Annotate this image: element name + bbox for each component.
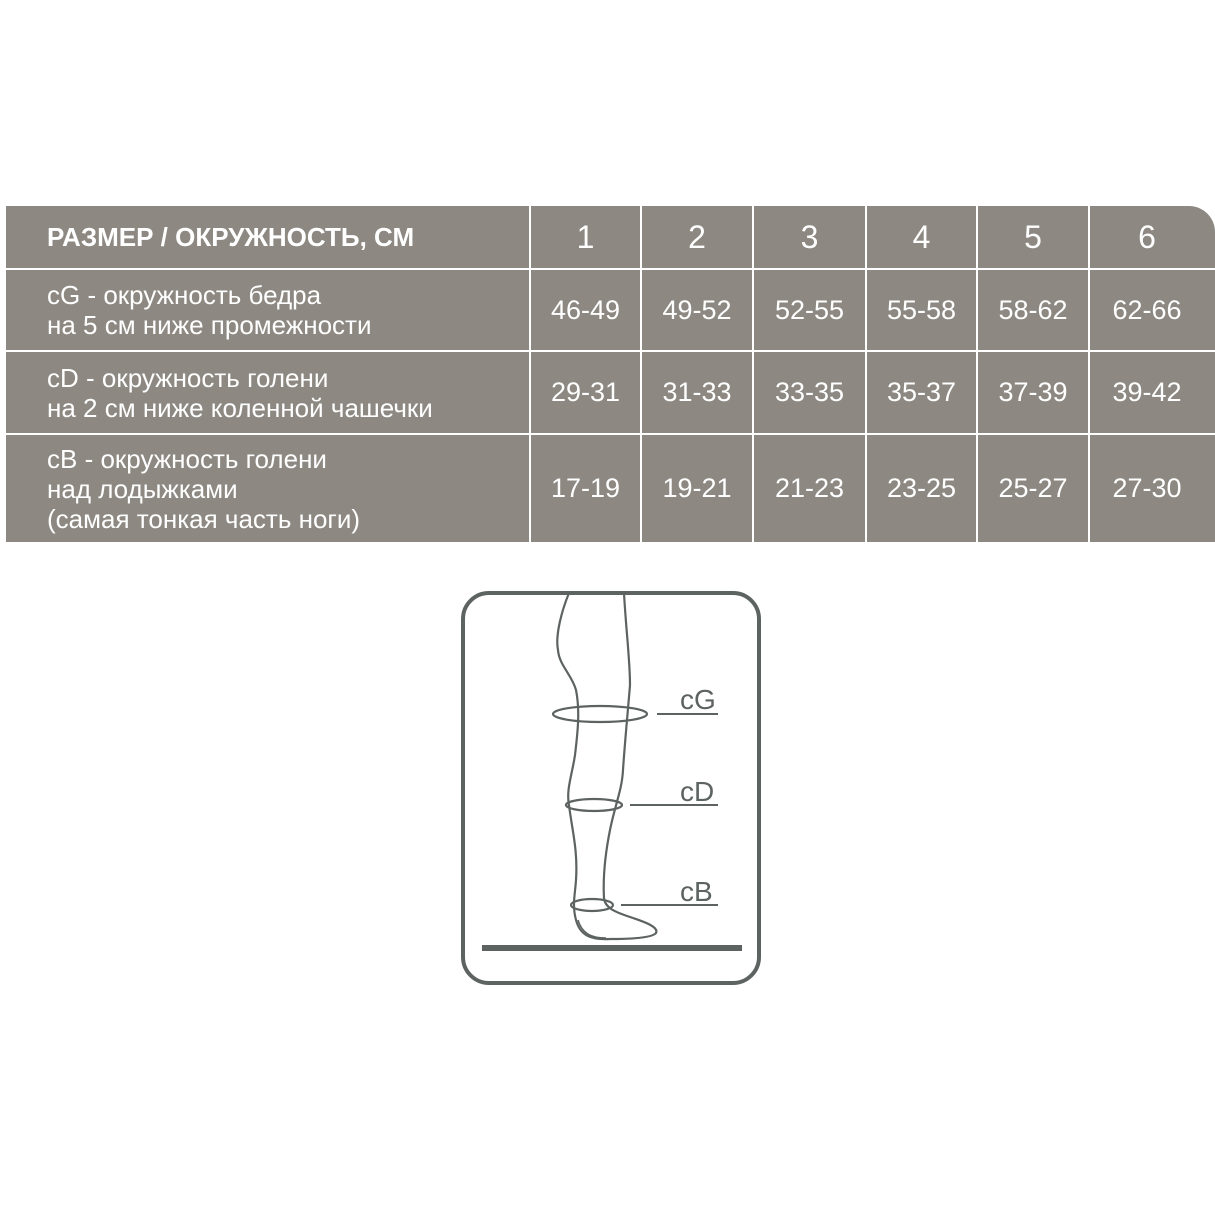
- table-cell: 17-19: [550, 473, 621, 503]
- row-label-line: на 2 см ниже коленной чашечки: [47, 392, 433, 423]
- table-cell: 33-35: [774, 377, 845, 407]
- size-header-4: 4: [912, 218, 931, 255]
- table-header-label: РАЗМЕР / ОКРУЖНОСТЬ, СМ: [47, 221, 415, 252]
- label-cd: cD: [680, 776, 715, 807]
- measure-ring-cd: [566, 799, 622, 811]
- row-label-line: на 5 см ниже промежности: [47, 310, 372, 340]
- size-header-2: 2: [688, 218, 706, 255]
- table-cell: 39-42: [1112, 377, 1182, 407]
- table-cell: 49-52: [662, 294, 732, 325]
- table-cell: 52-55: [774, 294, 845, 325]
- row-label-cb: [6, 435, 529, 542]
- table-cell: 25-27: [998, 473, 1068, 503]
- table-cell: 27-30: [1112, 473, 1182, 503]
- row-label-line: над лодыжками: [47, 473, 238, 504]
- label-cb: cB: [680, 876, 713, 907]
- leg-measurement-diagram: [460, 590, 762, 986]
- table-cell: 23-25: [886, 473, 957, 503]
- table-cell: 19-21: [662, 473, 732, 503]
- table-cell: 31-33: [662, 377, 732, 407]
- size-header-6: 6: [1138, 218, 1156, 255]
- size-header-5: 5: [1024, 218, 1042, 255]
- row-label-line: cD - окружность голени: [47, 362, 329, 393]
- table-cell: 55-58: [886, 294, 957, 325]
- table-cell: 37-39: [998, 377, 1068, 407]
- row-label-cg: [6, 270, 529, 350]
- row-label-cd: [6, 352, 529, 433]
- leg-diagram-svg: [460, 590, 762, 986]
- table-cell: 62-66: [1112, 294, 1182, 325]
- size-header-3: 3: [800, 218, 819, 255]
- leg-outline: [557, 593, 656, 939]
- table-cell: 58-62: [998, 294, 1068, 325]
- size-header-1: 1: [576, 218, 595, 255]
- row-label-line: cB - окружность голени: [47, 443, 327, 474]
- label-cg: cG: [680, 684, 716, 715]
- table-cell: 35-37: [886, 377, 957, 407]
- floor-line: [482, 945, 742, 951]
- table-cell: 29-31: [550, 377, 621, 407]
- diagram-frame: [463, 593, 759, 983]
- table-cell: 21-23: [774, 473, 845, 503]
- row-label-line: (самая тонкая часть ноги): [47, 503, 361, 534]
- measure-ring-cg: [553, 706, 647, 722]
- foot-detail: [578, 920, 606, 938]
- table-cell: 46-49: [550, 294, 621, 325]
- size-table: [6, 206, 1215, 542]
- row-label-line: cG - окружность бедра: [47, 280, 322, 310]
